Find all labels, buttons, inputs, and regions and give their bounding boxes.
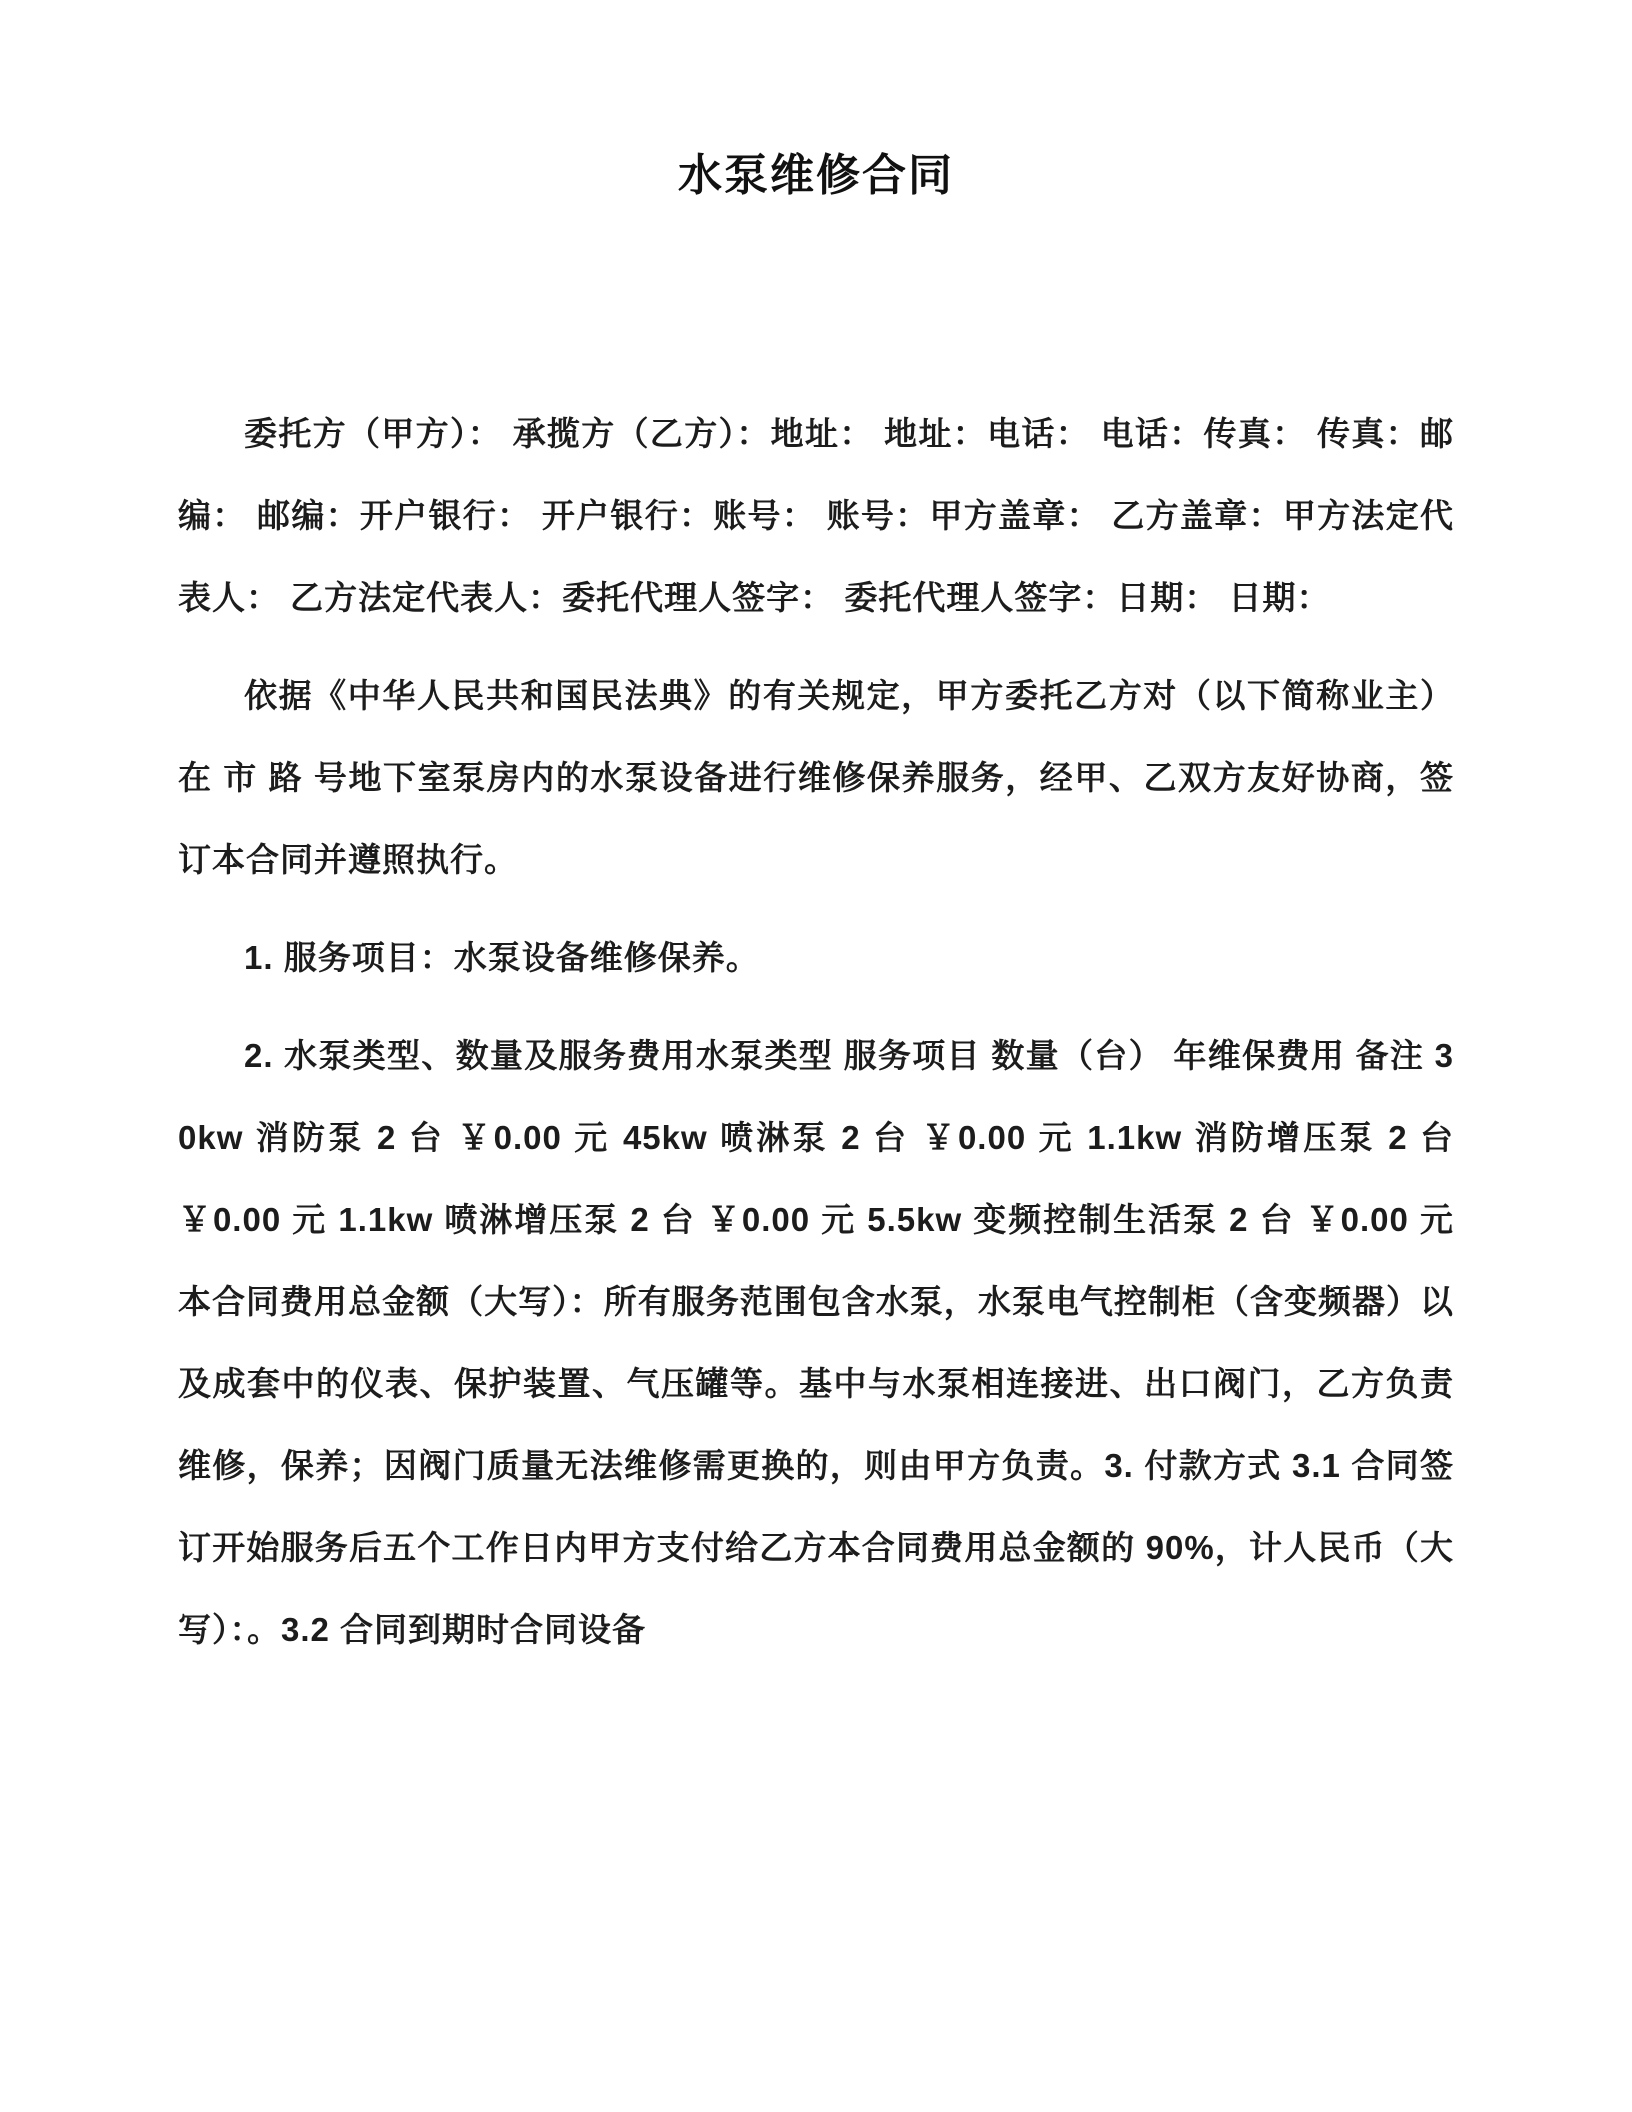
paragraph-intro: 依据《中华人民共和国民法典》的有关规定，甲方委托乙方对（以下简称业主）在 市 路 号地下室泵房内的水泵设备进行维修保养服务，经甲、乙双方友好协商，签订本合同并遵照执行。	[178, 677, 1454, 878]
document-title: 水泵维修合同	[678, 151, 954, 200]
paragraph-fees-and-payment: 2. 水泵类型、数量及服务费用水泵类型 服务项目 数量（台） 年维保费用 备注 30kw 消防泵 2 台 ￥0.00 元 45kw 喷淋泵 2 台 ￥0.00 元 1.1kw 消防增压泵 2 台 ￥0.00 元 1.1kw 喷淋增压泵 2 台 ￥0.00 元 5.5kw 变频控制生活泵 2 台 ￥0.00 元本合同费用总金额（大写）：所有服务范围包含水泵，水泵电气控制柜（含变频器）以及成套中的仪表、保护装置、气压罐等。基中与水泵相连接进、出口阀门，乙方负责维修，保养；因阀门质量无法维修需更换的，则由甲方负责。3. 付款方式 3.1 合同签订开始服务后五个工作日内甲方支付给乙方本合同费用总金额的 90%，计人民币（大写）：。3.2 合同到期时合同设备	[178, 1037, 1454, 1648]
paragraph-parties: 委托方（甲方）： 承揽方（乙方）：地址： 地址：电话： 电话：传真： 传真：邮编： 邮编：开户银行： 开户银行：账号： 账号：甲方盖章： 乙方盖章：甲方法定代表人： 乙方法定代表人：委托代理人签字： 委托代理人签字：日期： 日期：	[178, 415, 1454, 616]
paragraph-service-item: 1. 服务项目：水泵设备维修保养。	[244, 939, 760, 976]
document-body	[178, 393, 1454, 1671]
